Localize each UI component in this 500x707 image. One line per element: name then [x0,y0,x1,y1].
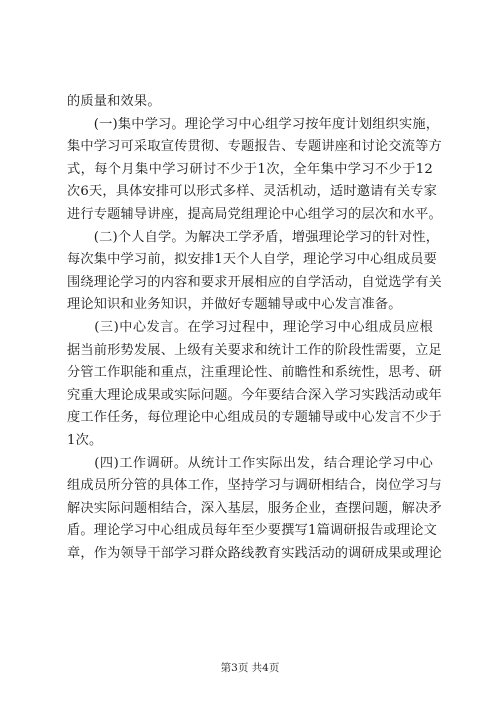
text-line: 式，每个月集中学习研讨不少于1次，全年集中学习不少于12 [67,161,433,177]
text-line: 解决实际问题相结合，深入基层，服务企业，查摆问题，解决矛 [67,500,442,516]
text-line: 的质量和效果。 [67,94,161,109]
text-line: (四)工作调研。从统计工作实际出发，结合理论学习中心 [67,455,433,471]
text-line: 1次。 [67,432,103,448]
text-line: 理论知识和业务知识，并做好专题辅导或中心发言准备。 [67,297,402,313]
page-number-footer: 第3页 共4页 [220,662,280,674]
text-line: 究重大理论成果或实际问题。今年要结合深入学习实践活动或年 [67,387,442,403]
text-line: 组成员所分管的具体工作，坚持学习与调研相结合，岗位学习与 [67,478,442,494]
text-line: 每次集中学习前，拟安排1天个人自学，理论学习中心组成员要 [67,252,438,268]
text-line: 进行专题辅导讲座，提高局党组理论中心组学习的层次和水平。 [67,206,442,222]
text-line: 据当前形势发展、上级有关要求和统计工作的阶段性需要，立足 [67,342,442,358]
text-line: 度工作任务，每位理论中心组成员的专题辅导或中心发言不少于 [67,410,442,426]
body-text [67,91,442,565]
text-line: (三)中心发言。在学习过程中，理论学习中心组成员应根 [67,319,433,335]
text-line: 章，作为领导干部学习群众路线教育实践活动的调研成果或理论 [67,545,442,561]
text-line: (一)集中学习。理论学习中心组学习按年度计划组织实施， [67,116,440,132]
text-line: 分管工作职能和重点，注重理论性、前瞻性和系统性，思考、研 [67,365,442,381]
text-line: 次6天，具体安排可以形式多样、灵活机动，适时邀请有关专家 [67,184,438,200]
text-line: (二)个人自学。为解决工学矛盾，增强理论学习的针对性， [67,229,440,245]
text-line: 围绕理论学习的内容和要求开展相应的自学活动，自觉选学有关 [67,274,442,290]
text-line: 集中学习可采取宣传贯彻、专题报告、专题讲座和讨论交流等方 [67,139,442,155]
text-line: 盾。理论学习中心组成员每年至少要撰写1篇调研报告或理论文 [67,523,438,539]
